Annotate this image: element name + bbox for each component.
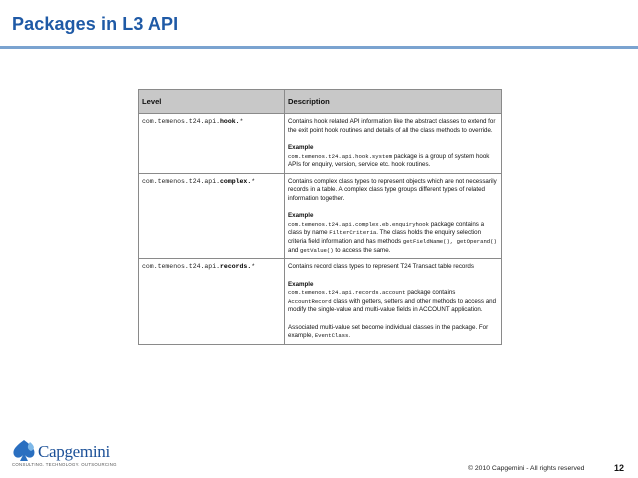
description-text: Contains hook related API information like the abstract classes to extend for the exit point hook routines and details of all the class methods to override. bbox=[288, 118, 496, 134]
example-code: getValue() bbox=[300, 246, 334, 254]
header-level: Level bbox=[139, 90, 285, 114]
table-row bbox=[139, 114, 502, 174]
table-row bbox=[139, 259, 502, 345]
note-desc: . bbox=[348, 332, 351, 340]
description-text: Contains record class types to represent T24 Transact table records bbox=[288, 263, 474, 271]
description-cell bbox=[285, 114, 502, 174]
level-cell bbox=[139, 259, 285, 345]
description-cell bbox=[285, 173, 502, 258]
level-cell bbox=[139, 173, 285, 258]
example-code: FilterCriteria bbox=[329, 229, 377, 237]
page-number: 12 bbox=[614, 463, 625, 473]
example-desc: package contains a class by name bbox=[288, 220, 485, 237]
packages-table bbox=[138, 89, 502, 345]
example-desc: . The class holds the enquiry selection criteria field information and has methods bbox=[288, 229, 482, 246]
example-desc: package is a group of system hook APIs for enquiry, version, service etc. hook routines. bbox=[288, 152, 490, 169]
example-code: com.temenos.t24.api.complex.eb.enquiryhook bbox=[288, 220, 429, 228]
level-bold: hook. bbox=[220, 118, 240, 125]
example-text bbox=[288, 221, 498, 255]
title-underline bbox=[0, 46, 638, 49]
level-suffix: * bbox=[251, 177, 256, 185]
example-label: Example bbox=[288, 144, 314, 152]
level-suffix: * bbox=[239, 118, 244, 125]
note-text bbox=[288, 324, 498, 341]
example-desc: and bbox=[288, 246, 301, 254]
example-label: Example bbox=[288, 280, 314, 288]
level-bold: records. bbox=[220, 263, 252, 271]
example-code: getFieldName(), getOperand() bbox=[402, 238, 497, 246]
copyright-notice: © 2010 Capgemini - All rights reserved bbox=[468, 465, 585, 472]
level-cell bbox=[139, 114, 285, 174]
level-prefix: com.temenos.t24.api. bbox=[142, 177, 221, 185]
table-row bbox=[139, 173, 502, 258]
note-code: EventClass bbox=[314, 332, 349, 340]
example-label: Example bbox=[288, 212, 314, 220]
description-text: Contains complex class types to represent objects which are not necessarily records in a table. A complex class type groups different types of related information together. bbox=[288, 177, 497, 202]
level-prefix: com.temenos.t24.api. bbox=[142, 118, 221, 125]
example-desc: to access the same. bbox=[333, 246, 391, 254]
level-prefix: com.temenos.t24.api. bbox=[142, 263, 221, 271]
logo-tagline: CONSULTING. TECHNOLOGY. OUTSOURCING bbox=[12, 462, 117, 467]
header-description: Description bbox=[285, 90, 502, 114]
spade-logo-icon bbox=[10, 438, 40, 462]
example-text bbox=[288, 289, 498, 315]
level-bold: complex. bbox=[220, 177, 252, 185]
example-code: AccountRecord bbox=[288, 297, 332, 305]
slide-title: Packages in L3 API bbox=[12, 14, 179, 34]
example-desc: package contains bbox=[405, 289, 456, 297]
table-header-row bbox=[139, 90, 502, 114]
description-cell bbox=[285, 259, 502, 345]
capgemini-logo bbox=[10, 438, 130, 472]
example-text bbox=[288, 153, 498, 170]
example-code: com.temenos.t24.api.hook.system bbox=[288, 152, 393, 160]
level-suffix: * bbox=[251, 263, 256, 271]
logo-wordmark: Capgemini bbox=[38, 442, 110, 461]
example-code: com.temenos.t24.api.records.account bbox=[288, 289, 406, 297]
note-desc: Associated multi-value set become individual classes in the package. For example, bbox=[288, 323, 489, 340]
example-desc: class with getters, setters and other methods to access and modify the single-value and multi-value fields in ACCOUNT application. bbox=[288, 297, 497, 314]
